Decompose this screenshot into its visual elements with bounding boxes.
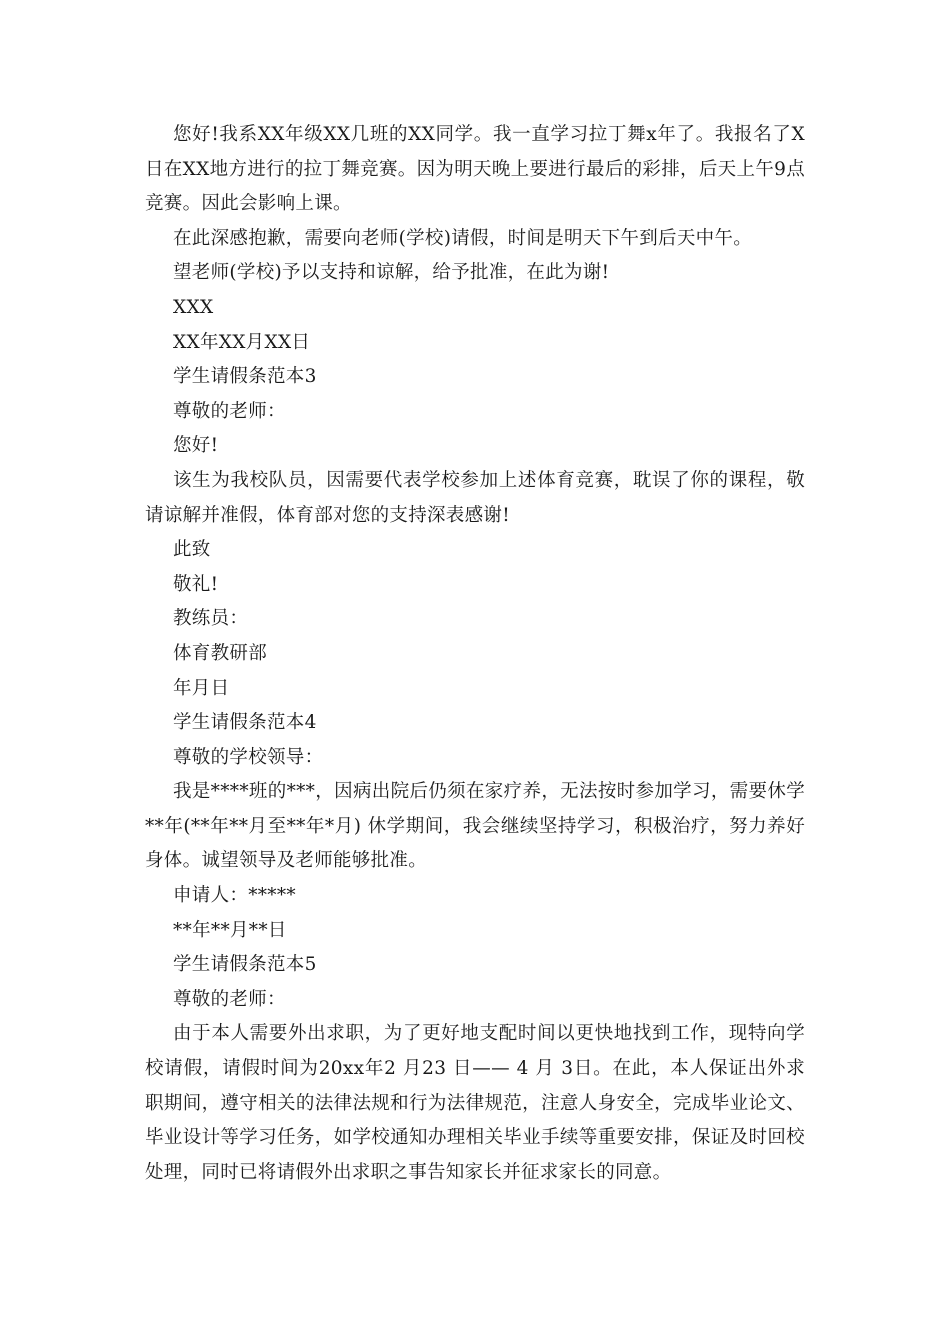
- paragraph-latin-dance-request: 您好!我系XX年级XX几班的XX同学。我一直学习拉丁舞x年了。我报名了X日在XX地方进行的拉丁舞竞赛。因为明天晚上要进行最后的彩排，后天上午9点竞赛。因此会影响上课。: [145, 124, 805, 215]
- template-heading-4: 学生请假条范本4: [173, 712, 317, 734]
- signature-date: XX年XX月XX日: [173, 331, 311, 353]
- signature-date-blank: 年月日: [173, 677, 230, 699]
- paragraph-sick-leave: 我是****班的***，因病出院后仍须在家疗养，无法按时参加学习，需要休学**年(**年**月至**年*月) 休学期间，我会继续坚持学习，积极治疗，努力养好身体。诚望领导及老师能够批准。: [145, 781, 805, 872]
- salutation-teacher: 尊敬的老师：: [173, 400, 286, 422]
- template-heading-5: 学生请假条范本5: [173, 954, 317, 976]
- signature-applicant: 申请人：*****: [173, 885, 296, 907]
- paragraph-job-hunting: 由于本人需要外出求职，为了更好地支配时间以更快地找到工作，现特向学校请假，请假时间为20xx年2 月23 日—— 4 月 3日。在此，本人保证出外求职期间，遵守相关的法律法规和行为法律规范，注意人身安全，完成毕业论文、毕业设计等学习任务，如学校通知办理相关毕业手续等重要安排，保证及时回校处理，同时已将请假外出求职之事告知家长并征求家长的同意。: [145, 1023, 805, 1183]
- signature-name: XXX: [173, 296, 214, 318]
- document-body: [145, 118, 805, 1190]
- paragraph-sports-team: 该生为我校队员，因需要代表学校参加上述体育竞赛，耽误了你的课程，敬请谅解并准假，体育部对您的支持深表感谢!: [145, 469, 805, 526]
- paragraph-apology: 在此深感抱歉，需要向老师(学校)请假，时间是明天下午到后天中午。: [173, 227, 753, 249]
- signature-date-masked: **年**月**日: [173, 919, 287, 941]
- greeting: 您好!: [173, 435, 219, 457]
- signature-department: 体育教研部: [173, 642, 268, 664]
- closing-jing-li: 敬礼!: [173, 573, 219, 595]
- closing-ci-zhi: 此致: [173, 539, 211, 561]
- salutation-school-leaders: 尊敬的学校领导：: [173, 746, 324, 768]
- signature-coach: 教练员：: [173, 608, 249, 630]
- template-heading-3: 学生请假条范本3: [173, 366, 317, 388]
- salutation-teacher-2: 尊敬的老师：: [173, 988, 286, 1010]
- paragraph-hope-approval: 望老师(学校)予以支持和谅解，给予批准，在此为谢!: [173, 262, 610, 284]
